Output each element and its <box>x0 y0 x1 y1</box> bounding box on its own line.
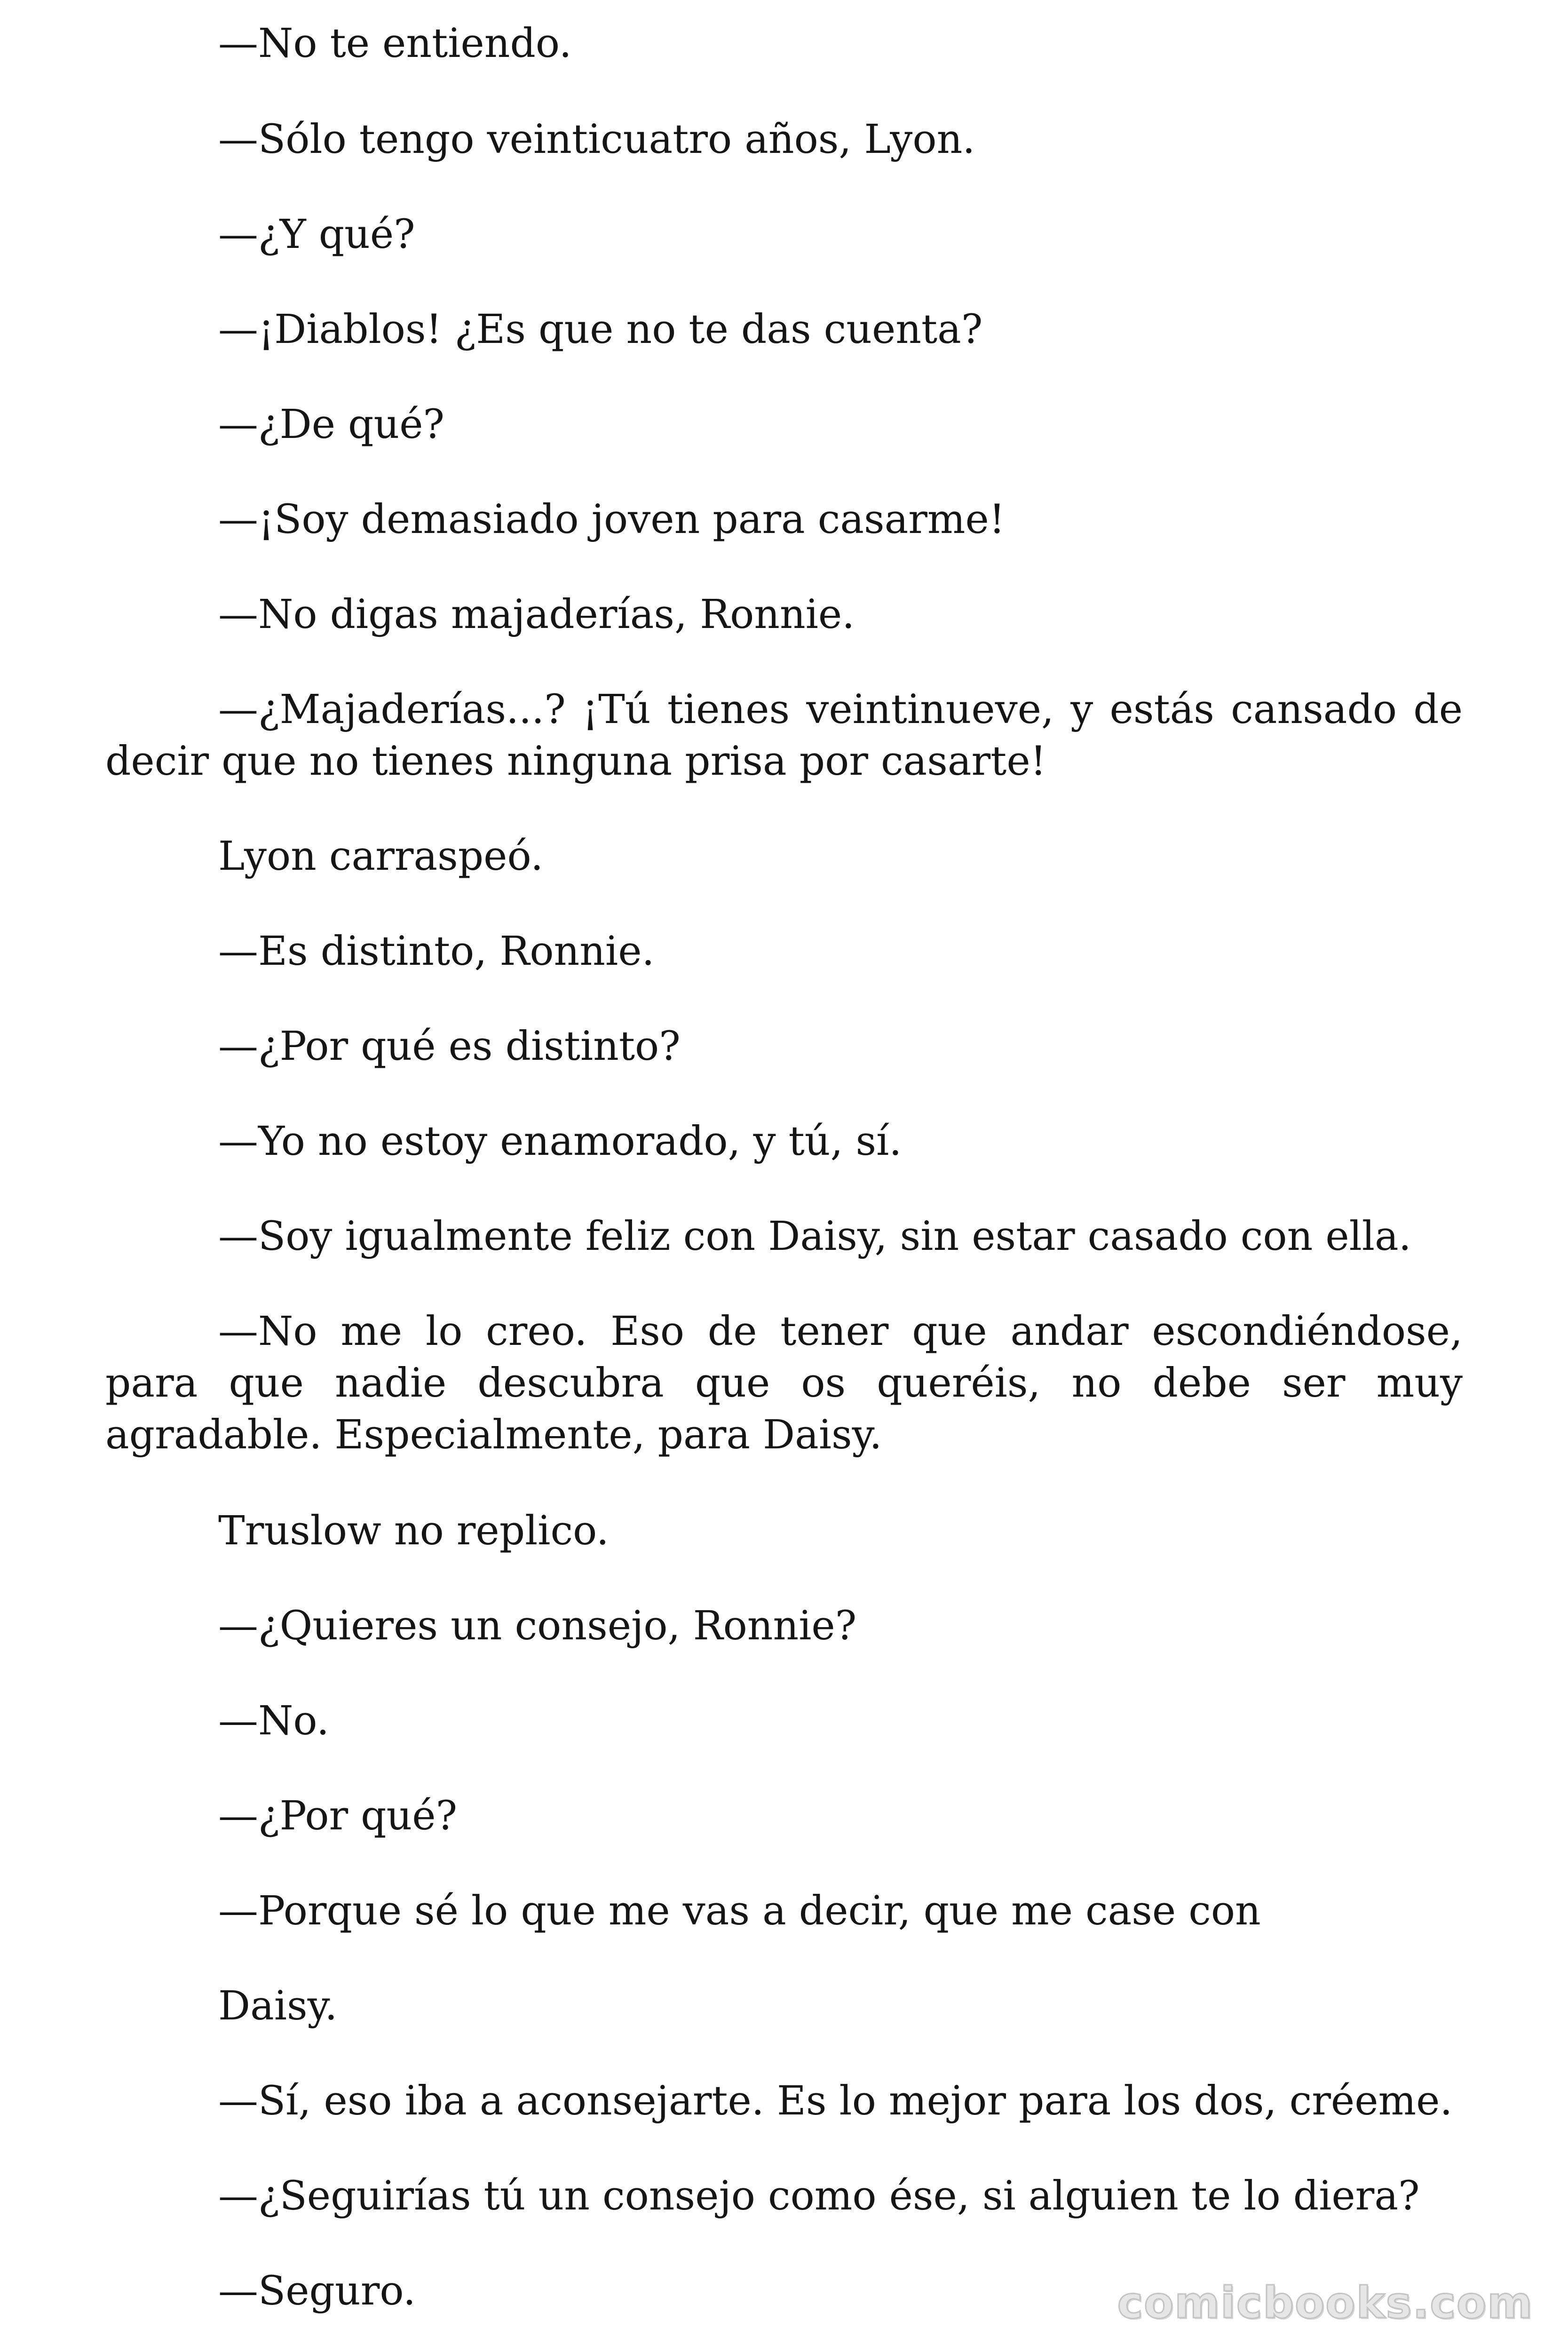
paragraph: —¿Y qué? <box>218 211 415 258</box>
paragraph: —¿Majaderías...? ¡Tú tienes veintinueve, y estás cansado de decir que no tienes ninguna prisa por casarte! <box>105 686 1463 785</box>
paragraph: —¡Soy demasiado joven para casarme! <box>218 496 1005 543</box>
paragraph: —¿De qué? <box>218 401 445 448</box>
paragraph: —Porque sé lo que me vas a decir, que me case con <box>218 1888 1261 1934</box>
paragraph: —¡Diablos! ¿Es que no te das cuenta? <box>218 306 983 353</box>
book-page <box>105 0 1463 2352</box>
paragraph: —Sólo tengo veinticuatro años, Lyon. <box>218 116 975 163</box>
paragraph: —Soy igualmente feliz con Daisy, sin estar casado con ella. <box>218 1213 1411 1260</box>
paragraph: —Seguro. <box>218 2268 416 2314</box>
watermark: comicbooks.com <box>1117 2278 1533 2328</box>
paragraph: —No. <box>218 1698 330 1744</box>
paragraph: —No te entiendo. <box>218 20 572 67</box>
paragraph: —¿Por qué es distinto? <box>218 1023 681 1070</box>
paragraph: Daisy. <box>218 1983 338 2029</box>
paragraph: Lyon carraspeó. <box>218 833 544 880</box>
paragraph: —¿Quieres un consejo, Ronnie? <box>218 1603 857 1649</box>
paragraph: —No digas majaderías, Ronnie. <box>218 591 855 638</box>
paragraph: —Es distinto, Ronnie. <box>218 928 655 975</box>
paragraph: Truslow no replico. <box>218 1508 609 1554</box>
paragraph: —Sí, eso iba a aconsejarte. Es lo mejor para los dos, créeme. <box>218 2078 1453 2124</box>
paragraph: —No me lo creo. Eso de tener que andar escondiéndose, para que nadie descubra que os queréis, no debe ser muy agradable. Especialmente, para Daisy. <box>105 1308 1463 1458</box>
paragraph: —¿Por qué? <box>218 1793 458 1839</box>
paragraph: —¿Seguirías tú un consejo como ése, si alguien te lo diera? <box>218 2173 1420 2219</box>
paragraph: —Yo no estoy enamorado, y tú, sí. <box>218 1118 902 1165</box>
